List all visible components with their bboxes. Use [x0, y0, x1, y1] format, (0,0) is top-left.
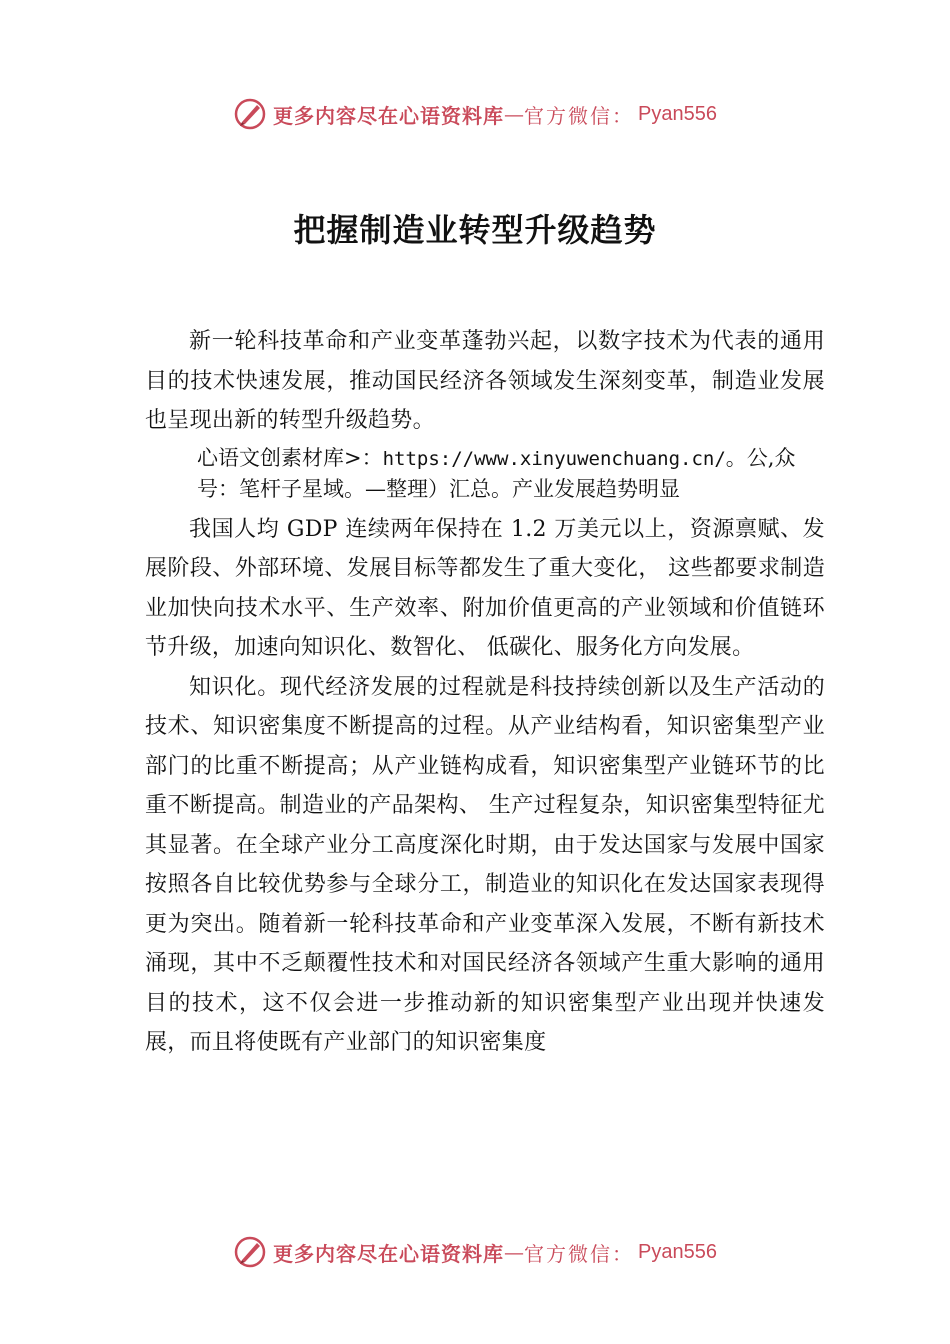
pen-logo-icon — [233, 1235, 267, 1269]
source-note — [145, 443, 825, 504]
note-rest: 。公,众号：笔杆子星域。—整理）汇总。产业发展趋势明显 — [197, 445, 796, 501]
banner-text: 更多内容尽在心语资料库 — [273, 1241, 505, 1266]
note-prefix: 心语文创素材库>： — [197, 445, 383, 470]
banner-wechat-id: Pyan556 — [638, 102, 717, 125]
banner-wechat-id: Pyan556 — [638, 1240, 717, 1263]
document-title: 把握制造业转型升级趋势 — [293, 211, 657, 249]
banner-dash: — — [504, 1240, 525, 1264]
paragraph-1: 新一轮科技革命和产业变革蓬勃兴起，以数字技术为代表的通用目的技术快速发展，推动国民经济各领域发生深刻变革，制造业发展也呈现出新的转型升级趋势。 — [145, 329, 825, 433]
banner-dash: — — [504, 102, 525, 126]
note-url: https://www.xinyuwenchuang.cn/ — [382, 447, 726, 470]
pen-logo-icon — [233, 97, 267, 131]
paragraph-2: 我国人均 GDP 连续两年保持在 1.2 万美元以上，资源禀赋、发展阶段、外部环境、发展目标等都发生了重大变化， 这些都要求制造业加快向技术水平、生产效率、附加价值更高的产业领域和价值链环节升级，加速向知识化、数智化、 低碳化、服务化方向发展。 — [145, 516, 825, 660]
footer-banner — [0, 1232, 950, 1272]
header-banner — [0, 94, 950, 134]
document-body — [145, 322, 825, 1063]
paragraph-3: 知识化。现代经济发展的过程就是科技持续创新以及生产活动的技术、知识密集度不断提高的过程。从产业结构看，知识密集型产业部门的比重不断提高；从产业链构成看，知识密集型产业链环节的比重不断提高。制造业的产品架构、 生产过程复杂，知识密集型特征尤其显著。在全球产业分工高度深化时期，由于发达国家与发展中国家按照各自比较优势参与全球分工，制造业的知识化在发达国家表现得更为突出。随着新一轮科技革命和产业变革深入发展，不断有新技术涌现，其中不乏颠覆性技术和对国民经济各领域产生重大影响的通用目的技术，这不仅会进一步推动新的知识密集型产业出现并快速发展，而且将使既有产业部门的知识密集度 — [145, 674, 825, 1055]
banner-wechat-label: 官方微信： — [524, 103, 635, 128]
banner-wechat-label: 官方微信： — [524, 1241, 635, 1266]
banner-text: 更多内容尽在心语资料库 — [273, 103, 505, 128]
